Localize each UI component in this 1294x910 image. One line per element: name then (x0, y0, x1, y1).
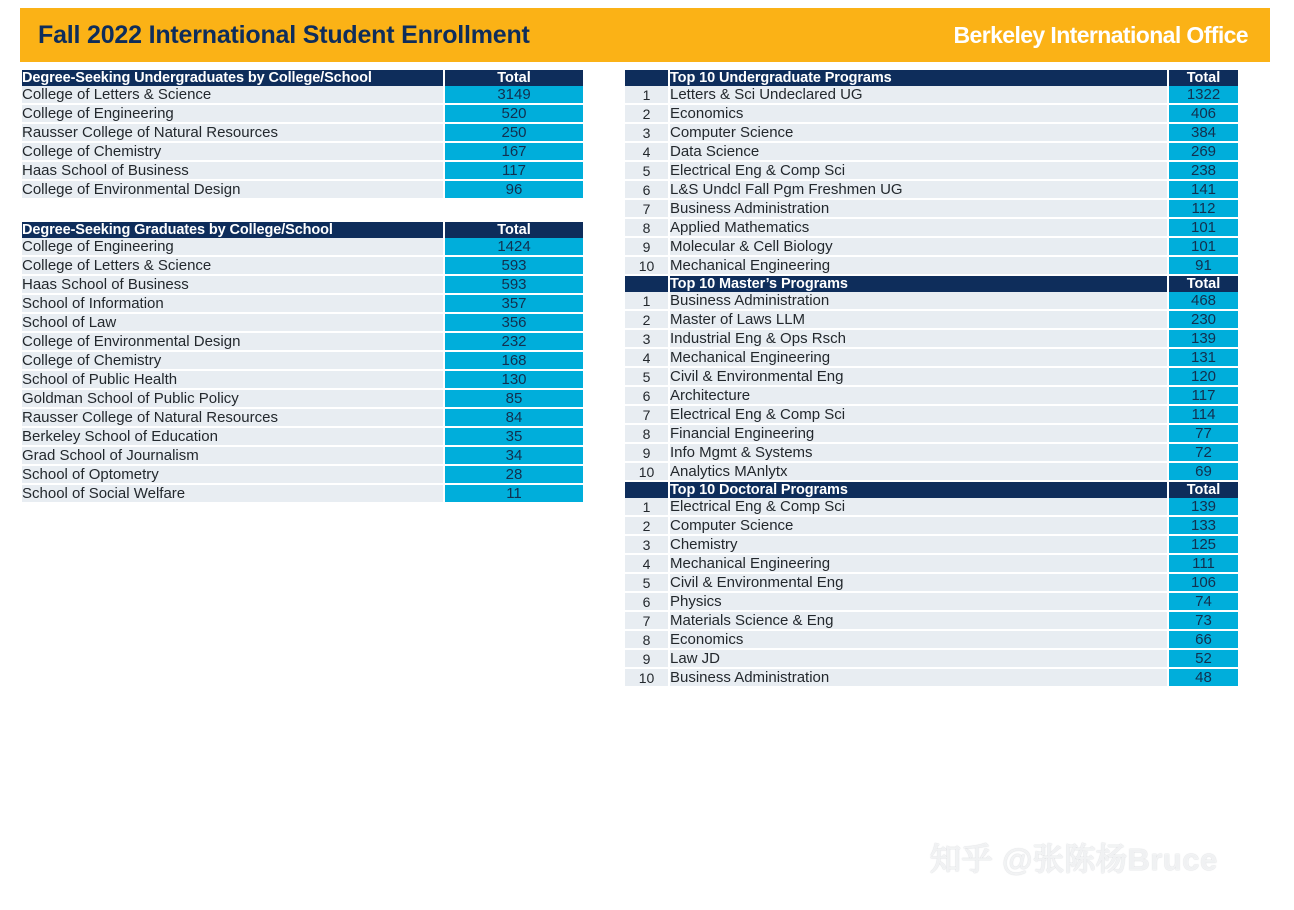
cell-college-name: School of Law (22, 314, 443, 333)
table-title-top-doctoral-programs: Top 10 Doctoral Programs (670, 482, 1167, 498)
cell-rank: 9 (625, 444, 670, 463)
cell-program-name: Business Administration (670, 200, 1167, 219)
cell-rank: 7 (625, 406, 670, 425)
table-top-doctoral-programs (625, 482, 1238, 688)
table-row (625, 612, 1238, 631)
cell-program-name: Law JD (670, 650, 1167, 669)
table-header-row (625, 70, 1238, 86)
cell-total: 117 (443, 162, 583, 181)
cell-total: 520 (443, 105, 583, 124)
table-graduate-colleges (22, 222, 583, 504)
cell-program-name: Mechanical Engineering (670, 349, 1167, 368)
cell-total: 238 (1167, 162, 1238, 181)
cell-program-name: Business Administration (670, 669, 1167, 688)
cell-program-name: Computer Science (670, 124, 1167, 143)
cell-total: 85 (443, 390, 583, 409)
table-body (22, 86, 583, 200)
table-row (22, 409, 583, 428)
cell-total: 250 (443, 124, 583, 143)
cell-program-name: Mechanical Engineering (670, 555, 1167, 574)
cell-rank: 8 (625, 631, 670, 650)
cell-program-name: Economics (670, 631, 1167, 650)
cell-total: 35 (443, 428, 583, 447)
cell-total: 114 (1167, 406, 1238, 425)
table-row (625, 463, 1238, 482)
cell-college-name: Haas School of Business (22, 162, 443, 181)
table-row (625, 105, 1238, 124)
cell-program-name: Industrial Eng & Ops Rsch (670, 330, 1167, 349)
cell-total: 52 (1167, 650, 1238, 669)
table-row (625, 219, 1238, 238)
cell-total: 34 (443, 447, 583, 466)
cell-total: 168 (443, 352, 583, 371)
column-header-total: Total (1167, 70, 1238, 86)
table-row (22, 447, 583, 466)
table-top-masters-programs (625, 276, 1238, 482)
table-row (22, 352, 583, 371)
table-row (22, 276, 583, 295)
cell-rank: 3 (625, 124, 670, 143)
cell-program-name: Chemistry (670, 536, 1167, 555)
cell-college-name: College of Chemistry (22, 352, 443, 371)
cell-rank: 10 (625, 257, 670, 276)
table-row (625, 86, 1238, 105)
cell-rank: 4 (625, 555, 670, 574)
table-row (625, 444, 1238, 463)
table-row (22, 105, 583, 124)
cell-college-name: College of Letters & Science (22, 257, 443, 276)
cell-total: 269 (1167, 143, 1238, 162)
cell-program-name: Financial Engineering (670, 425, 1167, 444)
table-row (625, 536, 1238, 555)
cell-rank: 5 (625, 368, 670, 387)
table-row (625, 292, 1238, 311)
cell-rank: 9 (625, 238, 670, 257)
table-row (625, 650, 1238, 669)
table-row (625, 200, 1238, 219)
cell-rank: 7 (625, 612, 670, 631)
column-header-total: Total (443, 70, 583, 86)
cell-rank: 8 (625, 219, 670, 238)
cell-total: 106 (1167, 574, 1238, 593)
table-row (625, 368, 1238, 387)
cell-program-name: Mechanical Engineering (670, 257, 1167, 276)
table-row (22, 295, 583, 314)
cell-total: 139 (1167, 330, 1238, 349)
table-row (625, 669, 1238, 688)
cell-college-name: School of Optometry (22, 466, 443, 485)
cell-rank: 4 (625, 349, 670, 368)
cell-college-name: College of Engineering (22, 105, 443, 124)
cell-total: 1322 (1167, 86, 1238, 105)
table-row (625, 406, 1238, 425)
cell-rank: 9 (625, 650, 670, 669)
table-row (625, 425, 1238, 444)
cell-college-name: Berkeley School of Education (22, 428, 443, 447)
cell-program-name: Electrical Eng & Comp Sci (670, 162, 1167, 181)
cell-program-name: Analytics MAnlytx (670, 463, 1167, 482)
cell-rank: 6 (625, 181, 670, 200)
column-header-rank (625, 482, 670, 498)
cell-program-name: Economics (670, 105, 1167, 124)
cell-rank: 10 (625, 463, 670, 482)
table-row (22, 333, 583, 352)
column-header-total: Total (1167, 482, 1238, 498)
cell-rank: 4 (625, 143, 670, 162)
table-row (625, 257, 1238, 276)
table-row (22, 390, 583, 409)
cell-program-name: Architecture (670, 387, 1167, 406)
cell-total: 69 (1167, 463, 1238, 482)
column-header-rank (625, 70, 670, 86)
cell-total: 468 (1167, 292, 1238, 311)
table-row (22, 86, 583, 105)
table-row (625, 349, 1238, 368)
cell-total: 48 (1167, 669, 1238, 688)
cell-program-name: Master of Laws LLM (670, 311, 1167, 330)
cell-total: 167 (443, 143, 583, 162)
table-row (625, 181, 1238, 200)
page-title: Fall 2022 International Student Enrollment (38, 20, 530, 49)
watermark-overlay: 知乎 @张陈杨Bruce (930, 842, 1218, 877)
content-area (0, 70, 1294, 910)
cell-total: 77 (1167, 425, 1238, 444)
cell-program-name: Letters & Sci Undeclared UG (670, 86, 1167, 105)
table-title-top-masters-programs: Top 10 Master’s Programs (670, 276, 1167, 292)
table-row (625, 330, 1238, 349)
cell-rank: 3 (625, 330, 670, 349)
cell-total: 593 (443, 257, 583, 276)
cell-total: 130 (443, 371, 583, 390)
cell-college-name: Haas School of Business (22, 276, 443, 295)
cell-college-name: College of Chemistry (22, 143, 443, 162)
table-row (22, 466, 583, 485)
cell-total: 28 (443, 466, 583, 485)
column-header-total: Total (443, 222, 583, 238)
cell-rank: 3 (625, 536, 670, 555)
table-row (625, 593, 1238, 612)
cell-total: 3149 (443, 86, 583, 105)
cell-program-name: Electrical Eng & Comp Sci (670, 406, 1167, 425)
cell-program-name: Civil & Environmental Eng (670, 368, 1167, 387)
cell-total: 125 (1167, 536, 1238, 555)
table-header-row (22, 70, 583, 86)
cell-rank: 5 (625, 574, 670, 593)
table-row (22, 124, 583, 143)
table-row (22, 314, 583, 333)
cell-rank: 6 (625, 593, 670, 612)
table-row (625, 498, 1238, 517)
organization-name: Berkeley International Office (953, 21, 1248, 48)
cell-college-name: School of Social Welfare (22, 485, 443, 504)
cell-total: 73 (1167, 612, 1238, 631)
cell-college-name: Grad School of Journalism (22, 447, 443, 466)
table-row (22, 428, 583, 447)
page-header-band (20, 8, 1270, 62)
cell-total: 117 (1167, 387, 1238, 406)
cell-total: 133 (1167, 517, 1238, 536)
cell-rank: 10 (625, 669, 670, 688)
cell-rank: 2 (625, 517, 670, 536)
cell-college-name: School of Public Health (22, 371, 443, 390)
cell-rank: 8 (625, 425, 670, 444)
cell-program-name: Molecular & Cell Biology (670, 238, 1167, 257)
cell-college-name: College of Letters & Science (22, 86, 443, 105)
left-column (22, 70, 583, 504)
table-row (22, 143, 583, 162)
table-top-undergrad-programs (625, 70, 1238, 276)
table-undergrad-colleges (22, 70, 583, 200)
table-title-graduate-colleges: Degree-Seeking Graduates by College/School (22, 222, 443, 238)
cell-total: 230 (1167, 311, 1238, 330)
table-row (22, 162, 583, 181)
cell-total: 74 (1167, 593, 1238, 612)
cell-total: 11 (443, 485, 583, 504)
table-header-row (22, 222, 583, 238)
cell-program-name: Business Administration (670, 292, 1167, 311)
table-row (625, 162, 1238, 181)
table-body (625, 292, 1238, 482)
cell-rank: 1 (625, 86, 670, 105)
cell-program-name: Physics (670, 593, 1167, 612)
cell-total: 111 (1167, 555, 1238, 574)
cell-program-name: Data Science (670, 143, 1167, 162)
table-row (22, 485, 583, 504)
cell-total: 357 (443, 295, 583, 314)
cell-college-name: Rausser College of Natural Resources (22, 124, 443, 143)
table-row (625, 143, 1238, 162)
cell-rank: 2 (625, 105, 670, 124)
cell-total: 141 (1167, 181, 1238, 200)
table-row (625, 238, 1238, 257)
cell-rank: 1 (625, 292, 670, 311)
table-body (625, 498, 1238, 688)
cell-rank: 1 (625, 498, 670, 517)
table-row (22, 181, 583, 200)
cell-program-name: Info Mgmt & Systems (670, 444, 1167, 463)
table-body (625, 86, 1238, 276)
cell-program-name: Applied Mathematics (670, 219, 1167, 238)
cell-college-name: School of Information (22, 295, 443, 314)
cell-program-name: Computer Science (670, 517, 1167, 536)
table-row (625, 555, 1238, 574)
cell-college-name: Goldman School of Public Policy (22, 390, 443, 409)
cell-total: 84 (443, 409, 583, 428)
table-row (625, 387, 1238, 406)
cell-program-name: Electrical Eng & Comp Sci (670, 498, 1167, 517)
cell-college-name: Rausser College of Natural Resources (22, 409, 443, 428)
cell-total: 66 (1167, 631, 1238, 650)
cell-college-name: College of Environmental Design (22, 181, 443, 200)
table-row (625, 311, 1238, 330)
table-row (22, 257, 583, 276)
cell-program-name: L&S Undcl Fall Pgm Freshmen UG (670, 181, 1167, 200)
table-title-top-undergrad-programs: Top 10 Undergraduate Programs (670, 70, 1167, 86)
cell-total: 96 (443, 181, 583, 200)
cell-college-name: College of Engineering (22, 238, 443, 257)
cell-total: 356 (443, 314, 583, 333)
cell-total: 72 (1167, 444, 1238, 463)
cell-rank: 2 (625, 311, 670, 330)
table-body (22, 238, 583, 504)
cell-total: 101 (1167, 219, 1238, 238)
cell-total: 91 (1167, 257, 1238, 276)
cell-college-name: College of Environmental Design (22, 333, 443, 352)
cell-total: 101 (1167, 238, 1238, 257)
cell-total: 593 (443, 276, 583, 295)
cell-total: 112 (1167, 200, 1238, 219)
column-header-rank (625, 276, 670, 292)
cell-rank: 5 (625, 162, 670, 181)
table-row (625, 631, 1238, 650)
column-header-total: Total (1167, 276, 1238, 292)
cell-rank: 6 (625, 387, 670, 406)
table-spacer (22, 200, 583, 222)
table-header-row (625, 482, 1238, 498)
right-column (625, 70, 1238, 688)
table-title-undergrad-colleges: Degree-Seeking Undergraduates by College/School (22, 70, 443, 86)
cell-total: 232 (443, 333, 583, 352)
table-row (625, 124, 1238, 143)
cell-total: 131 (1167, 349, 1238, 368)
cell-program-name: Materials Science & Eng (670, 612, 1167, 631)
table-row (22, 371, 583, 390)
table-row (22, 238, 583, 257)
cell-program-name: Civil & Environmental Eng (670, 574, 1167, 593)
table-row (625, 517, 1238, 536)
cell-total: 139 (1167, 498, 1238, 517)
cell-total: 384 (1167, 124, 1238, 143)
cell-total: 1424 (443, 238, 583, 257)
table-header-row (625, 276, 1238, 292)
cell-total: 406 (1167, 105, 1238, 124)
table-row (625, 574, 1238, 593)
cell-rank: 7 (625, 200, 670, 219)
cell-total: 120 (1167, 368, 1238, 387)
